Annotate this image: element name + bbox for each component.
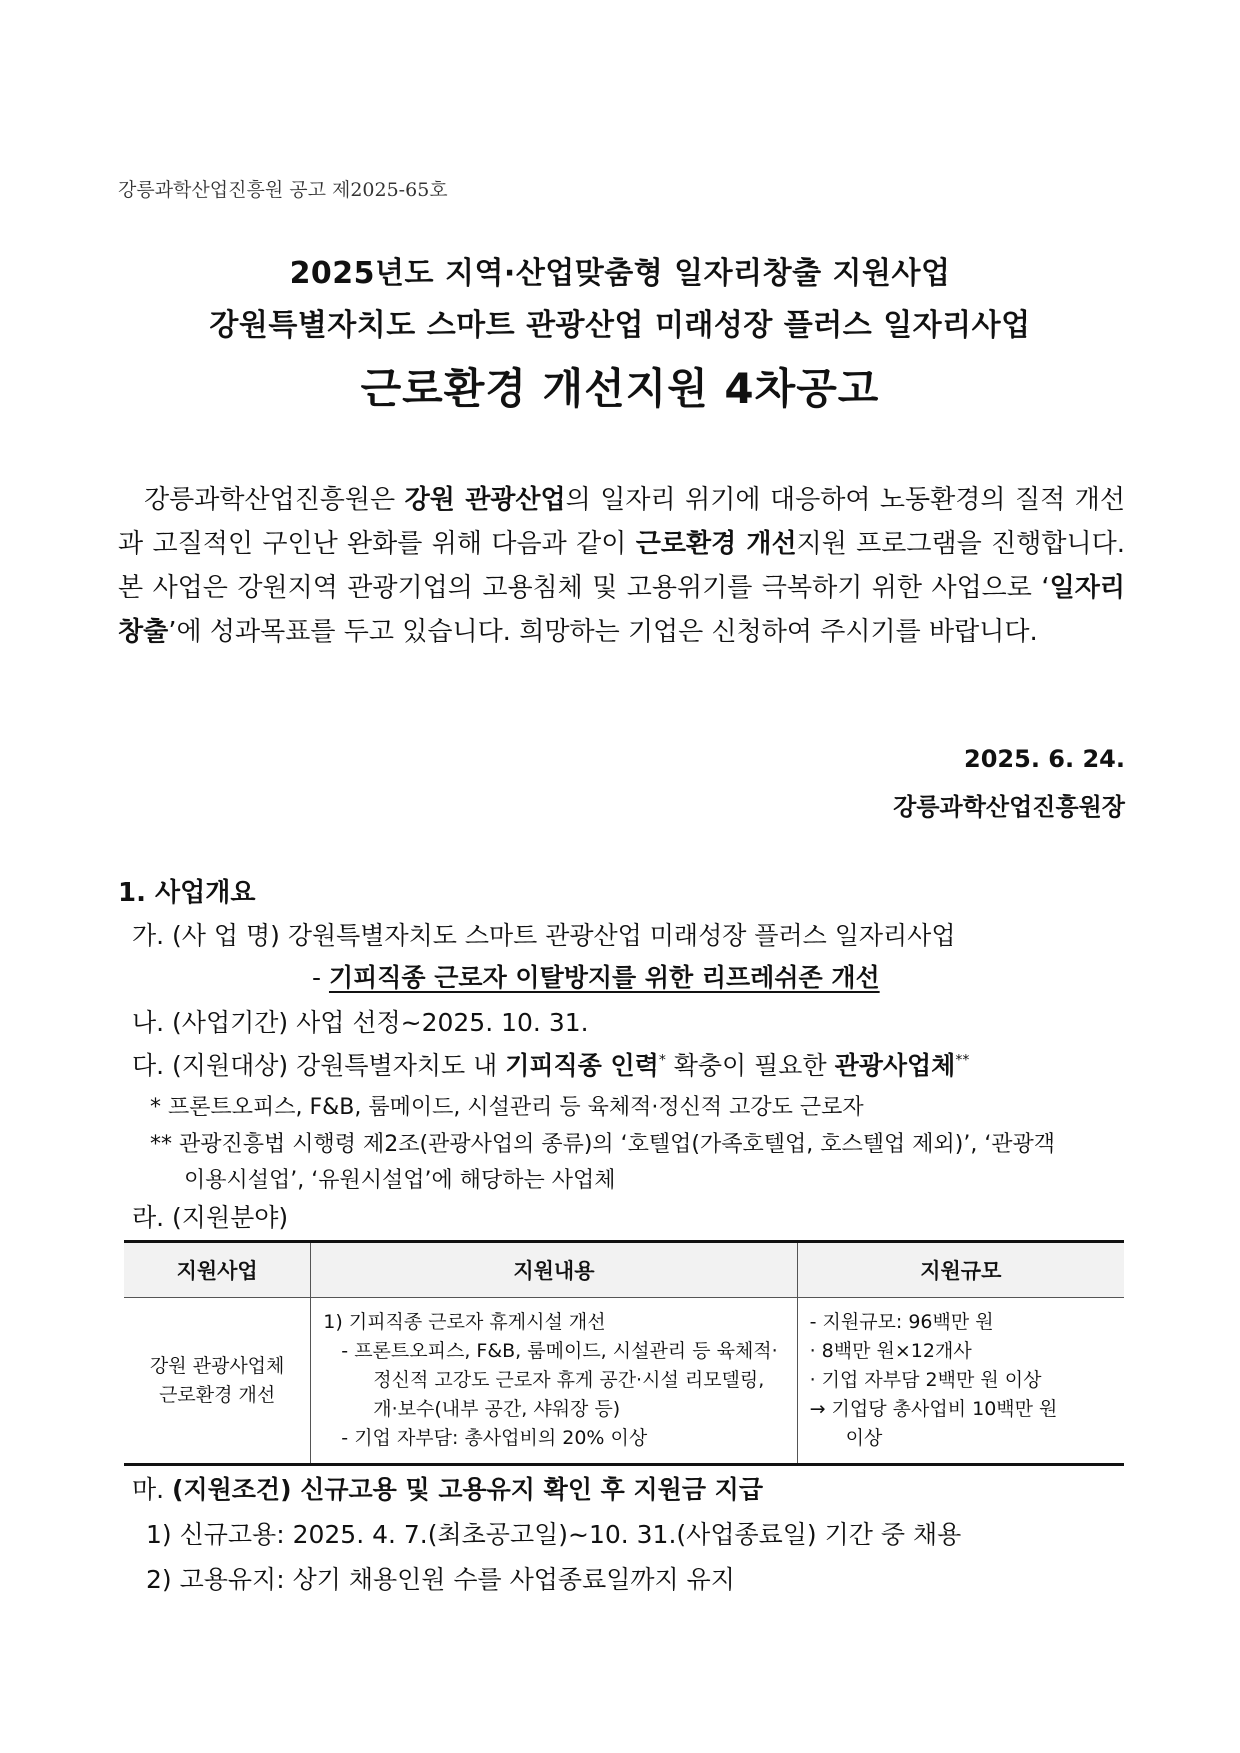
item-na: 나. (사업기간) 사업 선정~2025. 10. 31. — [132, 1008, 589, 1037]
section-heading: 1. 사업개요 — [118, 878, 256, 908]
scale-line: · 기업 자부담 2백만 원 이상 — [809, 1369, 1042, 1391]
table-cell-scale — [797, 1298, 1124, 1465]
title-main: 근로환경 개선지원 4차공고 — [360, 364, 880, 413]
item-ga-sub-prefix: - — [312, 963, 329, 992]
item-ga-sub-text: 기피직종 근로자 이탈방지를 위한 리프레쉬존 개선 — [328, 963, 880, 992]
intro-text-3: 지원 프로그램을 진행합니다. 본 사업은 강원지역 관광기업의 고용침체 및 고용위기를 극복하기 위한 사업으로 ‘ — [118, 529, 1125, 603]
item-ma — [132, 1470, 763, 1506]
content-line: - 프론트오피스, F&B, 룸메이드, 시설관리 등 육체적· — [341, 1340, 778, 1362]
footnote-1: * 프론트오피스, F&B, 룸메이드, 시설관리 등 육체적·정신적 고강도 근로자 — [150, 1095, 864, 1120]
program-line-2: 근로환경 개선 — [159, 1383, 276, 1406]
item-da-bold-1: 기피직종 인력 — [505, 1051, 659, 1080]
item-ga: 가. (사 업 명) 강원특별자치도 스마트 관광산업 미래성장 플러스 일자리사업 — [132, 921, 956, 950]
item-ra: 라. (지원분야) — [132, 1203, 289, 1232]
intro-text-1: 강릉과학산업진흥원은 — [144, 485, 405, 515]
footnote-2a: ** 관광진흥법 시행령 제2조(관광사업의 종류)의 ‘호텔업(가족호텔업, 호스텔업 제외)’, ‘관광객 — [150, 1132, 1056, 1157]
item-ma-bold: (지원조건) 신규고용 및 고용유지 확인 후 지원금 지급 — [172, 1475, 763, 1504]
support-table — [124, 1240, 1124, 1466]
intro-bold-2: 근로환경 개선 — [635, 529, 797, 559]
table-header: 지원규모 — [797, 1242, 1124, 1298]
issuer-name: 강릉과학산업진흥원장 — [893, 793, 1125, 821]
intro-text-4: ’에 성과목표를 두고 있습니다. 희망하는 기업은 신청하여 주시기를 바랍니다. — [168, 617, 1038, 647]
item-da-sup-1: * — [658, 1052, 666, 1069]
notice-date: 2025. 6. 24. — [964, 745, 1125, 773]
table-row — [124, 1298, 1124, 1465]
table-header: 지원사업 — [124, 1242, 311, 1298]
item-da-text-1: 다. (지원대상) 강원특별자치도 내 — [132, 1051, 506, 1080]
item-da — [132, 1046, 969, 1082]
item-ga-sub — [312, 958, 880, 994]
scale-line: 이상 — [845, 1427, 883, 1449]
item-da-bold-2: 관광사업체 — [834, 1051, 956, 1080]
notice-number: 강릉과학산업진흥원 공고 제2025-65호 — [118, 179, 448, 201]
item-da-text-2: 확충이 필요한 — [665, 1051, 835, 1080]
table-cell-content — [311, 1298, 797, 1465]
item-ma-2: 2) 고용유지: 상기 채용인원 수를 사업종료일까지 유지 — [146, 1565, 735, 1594]
table-header-row — [124, 1242, 1124, 1298]
item-da-sup-2: ** — [955, 1052, 970, 1069]
content-line: 1) 기피직종 근로자 휴게시설 개선 — [323, 1311, 606, 1333]
program-line-1: 강원 관광사업체 — [149, 1354, 285, 1377]
table-header: 지원내용 — [311, 1242, 797, 1298]
item-ma-1: 1) 신규고용: 2025. 4. 7.(최초공고일)~10. 31.(사업종료일) 기간 중 채용 — [146, 1520, 962, 1549]
title-line-2: 강원특별자치도 스마트 관광산업 미래성장 플러스 일자리사업 — [209, 308, 1031, 343]
footnote-2b: 이용시설업’, ‘유원시설업’에 해당하는 사업체 — [184, 1168, 616, 1193]
intro-bold-3: 일자리 창출 — [118, 573, 1125, 647]
scale-line: - 지원규모: 96백만 원 — [809, 1311, 994, 1333]
scale-line: · 8백만 원×12개사 — [809, 1340, 972, 1362]
content-line: - 기업 자부담: 총사업비의 20% 이상 — [341, 1427, 648, 1449]
table-cell-program — [124, 1298, 311, 1465]
content-line: 정신적 고강도 근로자 휴게 공간·시설 리모델링, — [373, 1369, 765, 1391]
intro-bold-1: 강원 관광산업 — [404, 485, 566, 515]
title-line-1: 2025년도 지역·산업맞춤형 일자리창출 지원사업 — [289, 256, 951, 291]
intro-paragraph — [118, 478, 1125, 654]
scale-line: → 기업당 총사업비 10백만 원 — [809, 1398, 1058, 1420]
content-line: 개·보수(내부 공간, 샤워장 등) — [373, 1398, 621, 1420]
item-ma-prefix: 마. — [132, 1475, 173, 1504]
intro-text-2: 의 일자리 위기에 대응하여 노동환경의 질적 개선과 고질적인 구인난 완화를 위해 다음과 같이 — [118, 485, 1125, 559]
title-block — [120, 248, 1120, 424]
